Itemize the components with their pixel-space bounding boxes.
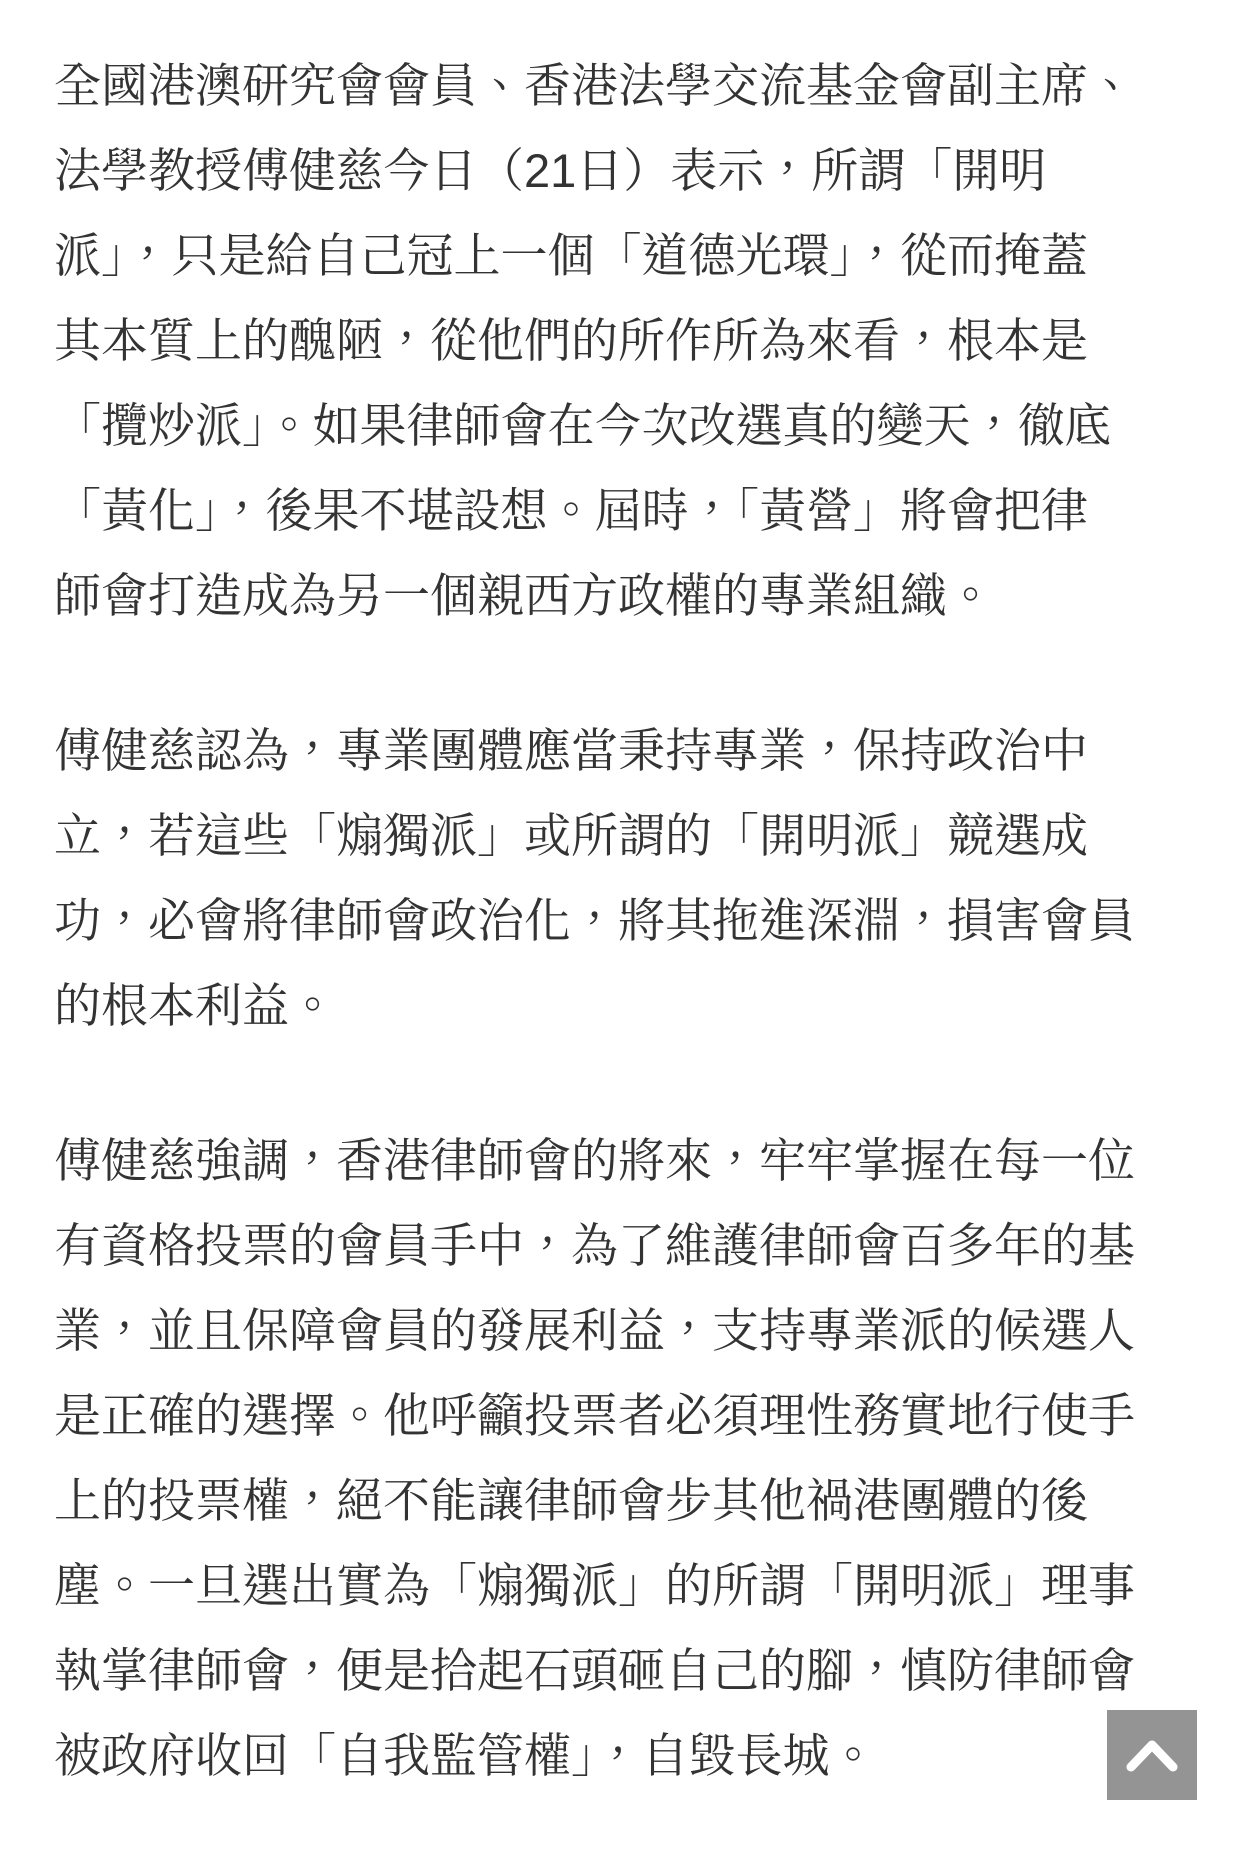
text-line: 有資格投票的會員手中，為了維護律師會百多年的基 (54, 1219, 1135, 1272)
chevron-up-icon (1107, 1710, 1197, 1800)
text-line: 執掌律師會，便是拾起石頭砸自己的腳，慎防律師會 (54, 1644, 1135, 1697)
text-line: 的根本利益。 (54, 979, 336, 1032)
text-line: 派」，只是給自己冠上一個「道德光環」，從而掩蓋 (54, 229, 1088, 282)
text-line: 上的投票權，絕不能讓律師會步其他禍港團體的後 (54, 1474, 1088, 1527)
text-line: 法學教授傅健慈今日（21日）表示，所謂「開明 (54, 144, 1047, 197)
paragraph (54, 1118, 1202, 1798)
text-line: 被政府收回「自我監管權」，自毀長城。 (54, 1729, 877, 1782)
text-line: 師會打造成為另一個親西方政權的專業組織。 (54, 569, 994, 622)
text-line: 全國港澳研究會會員、香港法學交流基金會副主席、 (54, 59, 1135, 112)
text-line: 「黃化」，後果不堪設想。屆時，「黃營」將會把律 (54, 484, 1088, 537)
text-line: 立，若這些「煽獨派」或所謂的「開明派」競選成 (54, 809, 1088, 862)
text-line: 傅健慈認為，專業團體應當秉持專業，保持政治中 (54, 724, 1088, 777)
scroll-to-top-button[interactable] (1107, 1710, 1197, 1800)
text-line: 傅健慈強調，香港律師會的將來，牢牢掌握在每一位 (54, 1134, 1135, 1187)
paragraph (54, 708, 1202, 1048)
text-line: 其本質上的醜陋，從他們的所作所為來看，根本是 (54, 314, 1088, 367)
paragraph (54, 43, 1202, 638)
text-line: 是正確的選擇。他呼籲投票者必須理性務實地行使手 (54, 1389, 1135, 1442)
text-line: 業，並且保障會員的發展利益，支持專業派的候選人 (54, 1304, 1135, 1357)
text-line: 功，必會將律師會政治化，將其拖進深淵，損害會員 (54, 894, 1135, 947)
chevron-up-stroke (1131, 1745, 1173, 1767)
text-line: 「攬炒派」。如果律師會在今次改選真的變天，徹底 (54, 399, 1112, 452)
text-line: 塵。一旦選出實為「煽獨派」的所謂「開明派」理事 (54, 1559, 1135, 1612)
